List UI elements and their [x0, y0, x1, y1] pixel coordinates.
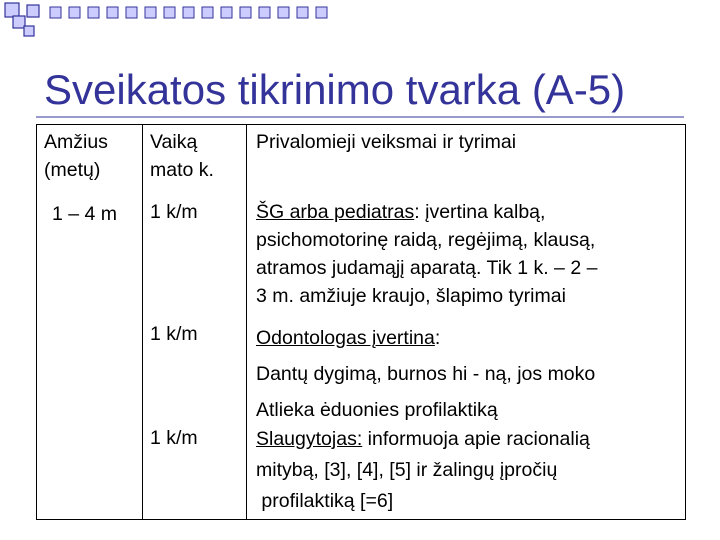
deco-square: [164, 7, 175, 18]
deco-square: [259, 7, 270, 18]
slide-title: Sveikatos tikrinimo tvarka (A-5): [44, 66, 626, 113]
action-line: atramos judamąjį aparatą. Tik 1 k. – 2 –: [256, 257, 598, 279]
header-actions: [256, 128, 516, 156]
frequency-text: 1 k/m: [150, 201, 198, 223]
action-line: [256, 198, 597, 226]
action-line: [256, 424, 590, 455]
deco-square: [69, 7, 80, 18]
deco-square: [50, 7, 61, 18]
specialist-label: Odontologas įvertina: [256, 327, 435, 349]
label-separator: :: [414, 201, 426, 223]
age-range-text: 1 – 4 m: [52, 203, 118, 225]
action-line: 3 m. amžiuje kraujo, šlapimo tyrimai: [256, 285, 566, 307]
deco-square: [278, 7, 289, 18]
frequency-text: 1 k/m: [150, 427, 198, 449]
deco-square: [5, 3, 19, 17]
deco-square: [202, 7, 213, 18]
health-check-table: [36, 124, 686, 520]
row3-actions: [256, 424, 590, 517]
row2-frequency: [150, 320, 198, 348]
action-line: mitybą, [3], [4], [5] ir žalingų įpročių: [256, 459, 558, 481]
specialist-label: ŠG arba pediatras: [256, 201, 415, 223]
action-line: Atlieka ėduonies profilaktiką: [256, 399, 498, 421]
header-who: [150, 128, 214, 184]
header-age-line: Amžius: [44, 131, 108, 153]
action-line: psichomotorinę raidą, regėjimą, klausą,: [256, 229, 596, 251]
decorative-squares: [0, 0, 340, 46]
action-line: [256, 320, 595, 356]
action-line-text: informuoja apie racionalią: [367, 428, 590, 450]
deco-square: [126, 7, 137, 18]
deco-square: [221, 7, 232, 18]
column-divider: [246, 124, 247, 520]
deco-square: [183, 7, 194, 18]
column-divider: [142, 124, 143, 520]
deco-square: [24, 26, 34, 36]
action-line: Dantų dygimą, burnos hi - ną, jos moko: [256, 363, 596, 385]
frequency-text: 1 k/m: [150, 323, 198, 345]
row1-actions: [256, 198, 597, 310]
table-border-top: [36, 124, 686, 125]
header-who-line: mato k.: [150, 159, 214, 181]
action-line-text: įvertina kalbą,: [425, 201, 546, 223]
age-range: [52, 200, 117, 228]
title-divider: [36, 116, 684, 118]
deco-square: [88, 7, 99, 18]
header-age-line: (metų): [44, 159, 101, 181]
table-border-bottom: [36, 519, 686, 520]
header-who-line: Vaiką: [150, 131, 198, 153]
specialist-label: Slaugytojas:: [256, 428, 363, 450]
header-actions-text: Privalomieji veiksmai ir tyrimai: [256, 131, 517, 153]
deco-square: [107, 7, 118, 18]
row3-frequency: [150, 424, 198, 452]
action-line: profilaktiką [=6]: [256, 490, 394, 512]
header-age: [44, 128, 108, 184]
table-border-right: [685, 124, 686, 520]
deco-square: [297, 7, 308, 18]
row1-frequency: [150, 198, 198, 226]
table-border-left: [36, 124, 37, 520]
deco-square: [27, 5, 39, 17]
deco-square: [13, 16, 25, 28]
row2-actions: [256, 320, 595, 428]
label-separator: :: [434, 327, 441, 349]
deco-square: [145, 7, 156, 18]
deco-square: [316, 7, 327, 18]
deco-square: [240, 7, 251, 18]
